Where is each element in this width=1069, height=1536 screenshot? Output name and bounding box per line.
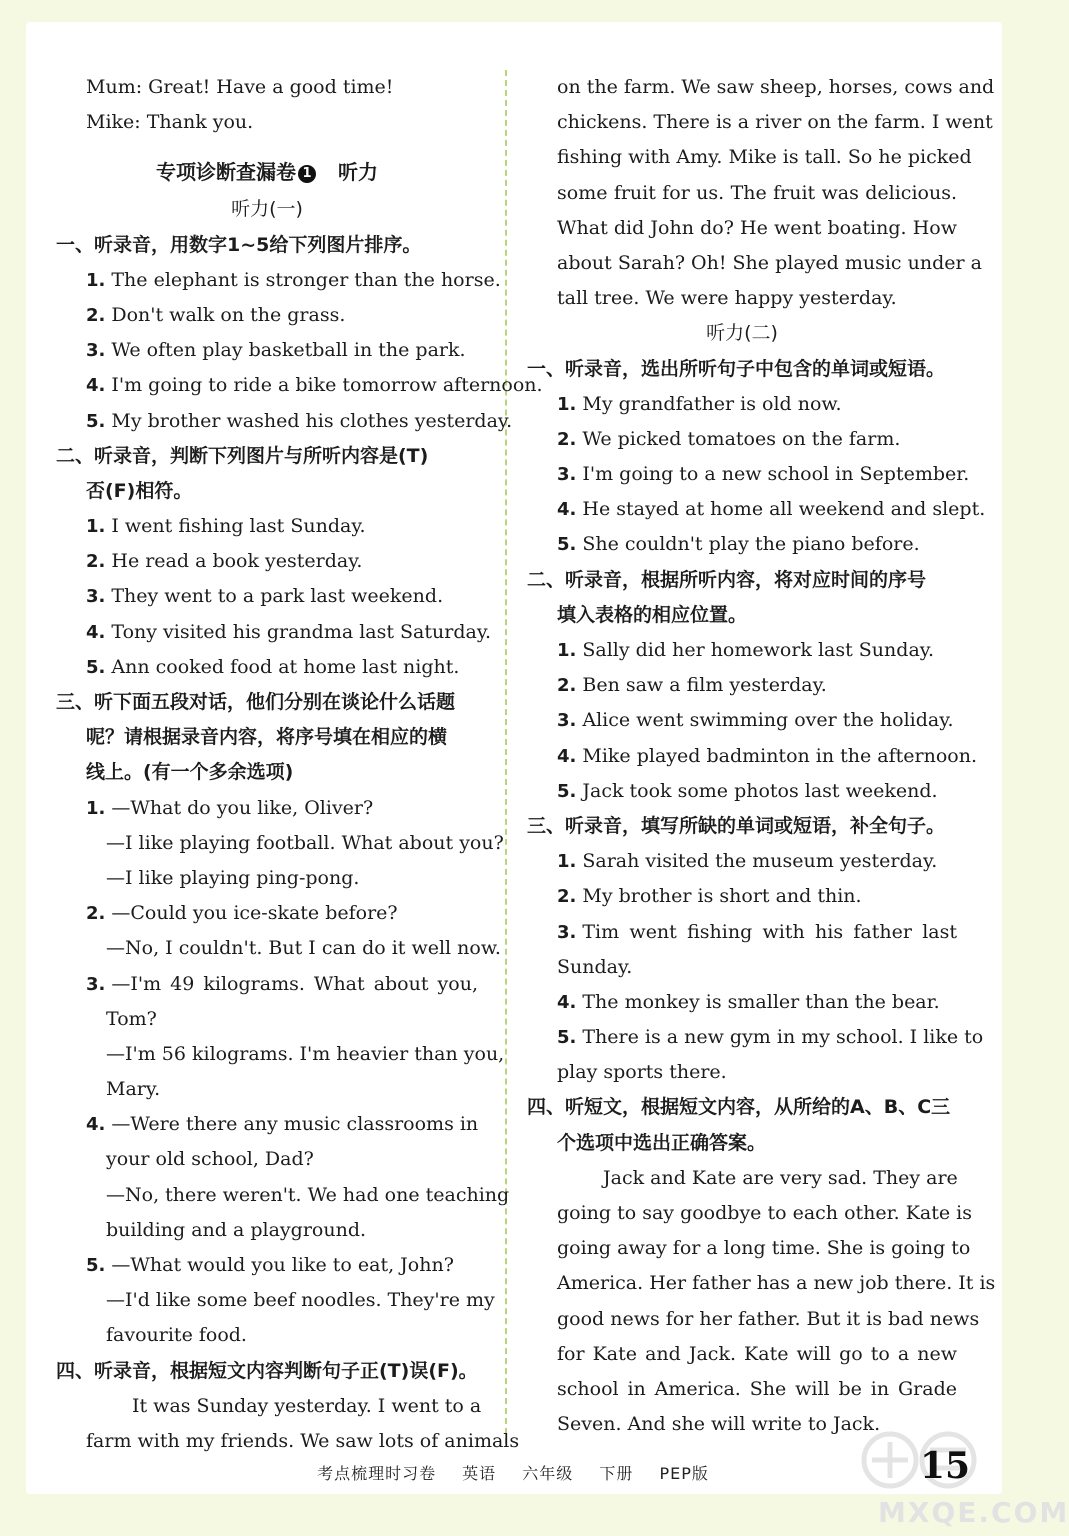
passage-line: for Kate and Jack. Kate will go to a new [557, 1342, 957, 1365]
list-item: 3. Alice went swimming over the holiday. [557, 709, 954, 732]
dialog-line: —I'm 56 kilograms. I'm heavier than you, [106, 1042, 505, 1065]
dialog-line: favourite food. [106, 1324, 247, 1347]
question-heading-cont: 填入表格的相应位置。 [557, 603, 748, 626]
list-item: 5. There is a new gym in my school. I like to [557, 1026, 984, 1049]
question-heading: 四、听短文，根据短文内容，从所给的A、B、C三 [527, 1096, 951, 1119]
dialog-line: 5. —What would you like to eat, John? [86, 1254, 454, 1276]
list-item: 3. They went to a park last weekend. [86, 585, 444, 608]
section-topic: 听力 [338, 160, 378, 185]
section-number-badge: 1 [298, 165, 316, 183]
footer-term: 下册 [599, 1464, 634, 1483]
dialog-line: 2. —Could you ice-skate before? [86, 902, 398, 925]
passage-line: farm with my friends. We saw lots of animals [86, 1429, 520, 1452]
list-item: 4. Tony visited his grandma last Saturday. [86, 620, 492, 643]
question-heading: 四、听录音，根据短文内容判断句子正(T)误(F)。 [56, 1359, 478, 1382]
passage-line: tall tree. We were happy yesterday. [557, 287, 897, 310]
passage-line: going away for a long time. She is going to [557, 1237, 971, 1260]
question-heading: 三、听录音，填写所缺的单词或短语，补全句子。 [527, 814, 946, 837]
list-item: 1. Sarah visited the museum yesterday. [557, 850, 938, 873]
list-item: 2. Don't walk on the grass. [86, 303, 346, 326]
list-item: 4. He stayed at home all weekend and slept. [557, 498, 986, 521]
list-item: 5. Jack took some photos last weekend. [557, 779, 938, 802]
part-title: 听力(二) [706, 322, 778, 345]
section-title-text: 专项诊断查漏卷 [156, 160, 296, 185]
passage-line: America. Her father has a new job there. It is [557, 1272, 996, 1295]
footer-grade: 六年级 [522, 1464, 574, 1483]
passage-line: on the farm. We saw sheep, horses, cows and [557, 76, 995, 98]
list-item: 3. We often play basketball in the park. [86, 339, 466, 362]
right-column [527, 70, 996, 1442]
question-heading: 二、听录音，判断下列图片与所听内容是(T) [56, 444, 429, 467]
question-heading: 一、听录音，用数字1~5给下列图片排序。 [56, 233, 422, 256]
passage-line: fishing with Amy. Mike is tall. So he picked [557, 146, 972, 169]
question-heading-cont: 个选项中选出正确答案。 [557, 1131, 767, 1154]
question-heading-cont: 线上。(有一个多余选项) [86, 761, 294, 784]
dialog-line: building and a playground. [106, 1218, 367, 1241]
list-item: 5. Ann cooked food at home last night. [86, 655, 460, 678]
dialog-line: 3. —I'm 49 kilograms. What about you, [86, 972, 478, 995]
dialog-line: —No, I couldn't. But I can do it well now. [106, 937, 501, 960]
passage-line: going to say goodbye to each other. Kate is [557, 1202, 972, 1224]
dialog-line: Mike: Thank you. [86, 111, 254, 134]
dialog-line: Mary. [106, 1078, 161, 1101]
question-heading: 三、听下面五段对话，他们分别在谈论什么话题 [56, 691, 456, 713]
part-title: 听力(一) [231, 198, 303, 221]
list-item: 4. Mike played badminton in the afternoon. [557, 744, 978, 767]
list-item: 1. I went fishing last Sunday. [86, 515, 366, 538]
footer-book: 考点梳理时习卷 [317, 1464, 437, 1483]
page-footer [0, 1461, 1026, 1484]
list-item: 5. My brother washed his clothes yesterday. [86, 409, 513, 432]
list-item: 2. My brother is short and thin. [557, 885, 862, 908]
dialog-line: —I like playing ping-pong. [106, 866, 360, 889]
dialog-line: —No, there weren't. We had one teaching [106, 1183, 510, 1206]
passage-line: good news for her father. But it is bad news [557, 1307, 980, 1330]
list-item: 2. He read a book yesterday. [86, 550, 363, 573]
list-item: 3. I'm going to a new school in September. [557, 463, 970, 486]
list-item: 3. Tim went fishing with his father last [557, 920, 957, 943]
list-item: 2. We picked tomatoes on the farm. [557, 427, 901, 450]
question-heading: 二、听录音，根据所听内容，将对应时间的序号 [527, 568, 927, 591]
dialog-line: Mum: Great! Have a good time! [86, 76, 394, 98]
column-divider [505, 70, 507, 1444]
passage-line: some fruit for us. The fruit was delicious. [557, 181, 957, 204]
question-heading-cont: 否(F)相符。 [86, 479, 193, 502]
passage-line: It was Sunday yesterday. I went to a [132, 1394, 482, 1417]
dialog-line: Tom? [106, 1007, 157, 1030]
footer-edition: PEP版 [659, 1464, 709, 1483]
dialog-line: 1. —What do you like, Oliver? [86, 796, 374, 819]
list-item: 2. Ben saw a film yesterday. [557, 674, 827, 697]
dialog-line: —I like playing football. What about you? [106, 831, 504, 854]
list-item-cont: Sunday. [557, 955, 633, 978]
dialog-line: —I'd like some beef noodles. They're my [106, 1289, 495, 1312]
passage-line: school in America. She will be in Grade [557, 1377, 957, 1400]
watermark-text: MXQE.COM [878, 1496, 1069, 1529]
list-item: 1. My grandfather is old now. [557, 392, 842, 415]
passage-line: about Sarah? Oh! She played music under a [557, 251, 982, 274]
list-item: 1. The elephant is stronger than the horse. [86, 268, 501, 291]
passage-line: Seven. And she will write to Jack. [557, 1413, 881, 1436]
dialog-line: your old school, Dad? [106, 1148, 314, 1171]
dialog-line: 4. —Were there any music classrooms in [86, 1113, 479, 1136]
list-item-cont: play sports there. [557, 1061, 727, 1084]
passage-line: chickens. There is a river on the farm. I went [557, 111, 993, 134]
list-item: 1. Sally did her homework last Sunday. [557, 639, 935, 661]
footer-subject: 英语 [462, 1464, 497, 1483]
passage-line: What did John do? He went boating. How [557, 216, 957, 239]
list-item: 4. The monkey is smaller than the bear. [557, 990, 940, 1013]
section-title [56, 152, 478, 192]
passage-line: Jack and Kate are very sad. They are [603, 1166, 958, 1189]
question-heading-cont: 呢？请根据录音内容，将序号填在相应的横 [86, 726, 448, 749]
question-heading: 一、听录音，选出所听句子中包含的单词或短语。 [527, 357, 946, 380]
list-item: 5. She couldn't play the piano before. [557, 533, 920, 556]
left-column [56, 70, 543, 1459]
page-number: 15 [920, 1445, 971, 1487]
list-item: 4. I'm going to ride a bike tomorrow afternoon. [86, 374, 543, 397]
